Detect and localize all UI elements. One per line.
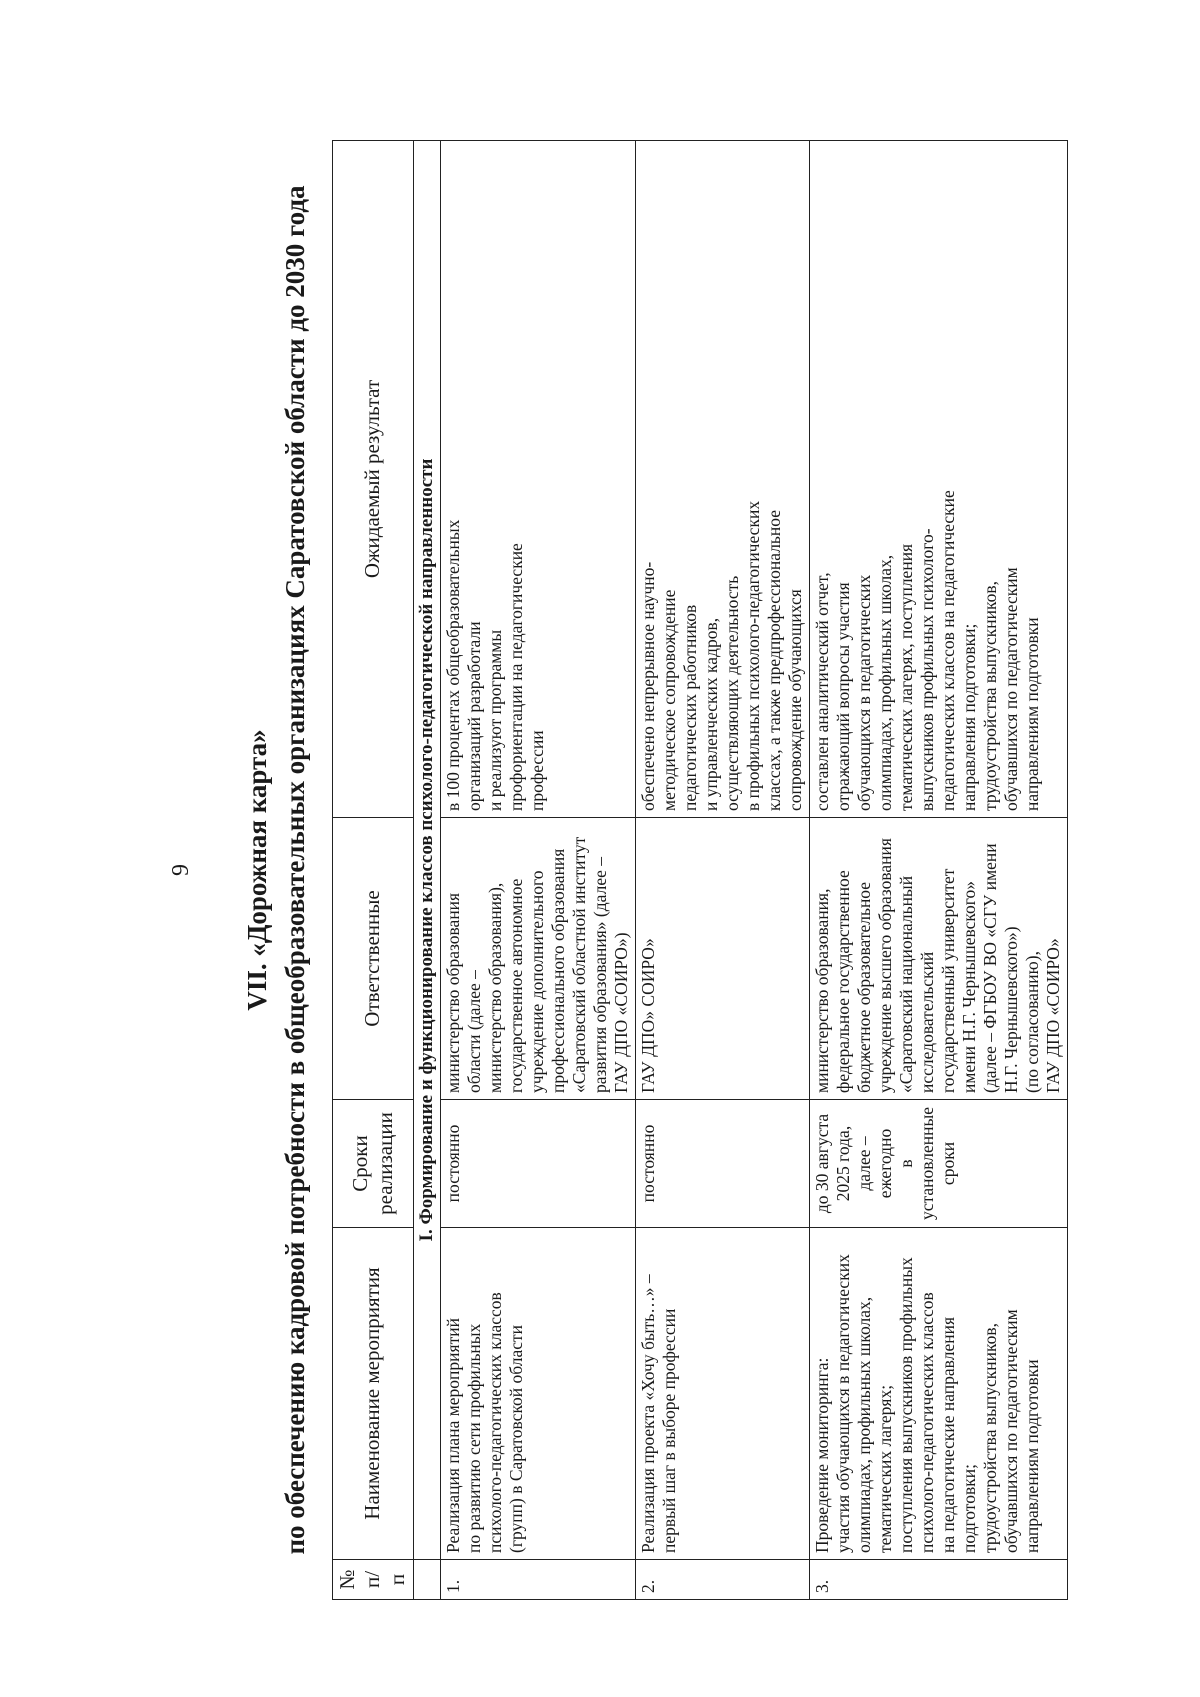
row-expected-result: составлен аналитический отчет, отражающий вопросы участия обучающихся в педагогических олимпиадах, профильных школах, тематических лагерях, поступления выпускников профильных психолого- педагогических классов на педагогические направления подготовки; трудоустройства выпускников, обучавшихся по педагогическим направлениям подготовки — [810, 141, 1068, 818]
row-event-name: Проведение мониторинга: участия обучающихся в педагогических олимпиадах, профильных школах, тематических лагерях; поступления выпускников профильных психолого-педагогических классов на педагогические направления подготовки; трудоустройства выпускников, обучавшихся по педагогическим направлениям подготовки — [810, 1228, 1068, 1560]
roadmap-table — [332, 140, 1068, 1600]
row-number: 2. — [636, 1560, 810, 1600]
row-event-name: Реализация плана мероприятий по развитию сети профильных психолого-педагогических классов (групп) в Саратовской области — [441, 1228, 636, 1560]
heading-line-1: VII. «Дорожная карта» — [242, 729, 272, 1011]
row-responsible: ГАУ ДПО» СОИРО» — [636, 818, 810, 1100]
row-terms: постоянно — [636, 1100, 810, 1228]
header-terms: Сроки реализации — [333, 1100, 414, 1228]
section-row — [414, 141, 441, 1600]
rotated-document-page — [150, 120, 1063, 1620]
header-responsible: Ответственные — [333, 818, 414, 1100]
row-responsible: министерство образования, федеральное государственное бюджетное образовательное учреждение высшего образования «Саратовский национальный исследовательский государственный университет имени Н.Г. Чернышевского» (далее – ФГБОУ ВО «СГУ имени Н.Г. Чернышевского») (по согласованию), ГАУ ДПО «СОИРО» — [810, 818, 1068, 1100]
table-row — [441, 141, 636, 1600]
table-header-row — [333, 141, 414, 1600]
header-number: № п/п — [333, 1560, 414, 1600]
table-row — [810, 141, 1068, 1600]
table-row — [636, 141, 810, 1600]
section-number-cell — [414, 1560, 441, 1600]
document-heading — [238, 120, 314, 1620]
row-expected-result: в 100 процентах общеобразовательных организаций разработали и реализуют программы профориентации на педагогические профессии — [441, 141, 636, 818]
header-expected-result: Ожидаемый результат — [333, 141, 414, 818]
row-terms: до 30 августа 2025 года, далее – ежегодно в установленные сроки — [810, 1100, 1068, 1228]
row-number: 3. — [810, 1560, 1068, 1600]
section-title: I. Формирование и функционирование классов психолого-педагогической направленности — [414, 141, 441, 1560]
row-responsible: министерство образования области (далее – министерство образования), государственное автономное учреждение дополнительного профессионального образования «Саратовский областной институт развития образования» (далее – ГАУ ДПО «СОИРО») — [441, 818, 636, 1100]
heading-line-2: по обеспечению кадровой потребности в общеобразовательных организациях Саратовской области до 2030 года — [280, 185, 310, 1555]
page-number: 9 — [168, 864, 194, 876]
row-expected-result: обеспечено непрерывное научно- методическое сопровождение педагогических работников и управленческих кадров, осуществляющих деятельность в профильных психолого-педагогических классах, а также предпрофессиональное сопровождение обучающихся — [636, 141, 810, 818]
row-event-name: Реализация проекта «Хочу быть…» – первый шаг в выборе профессии — [636, 1228, 810, 1560]
row-number: 1. — [441, 1560, 636, 1600]
header-event-name: Наименование мероприятия — [333, 1228, 414, 1560]
row-terms: постоянно — [441, 1100, 636, 1228]
